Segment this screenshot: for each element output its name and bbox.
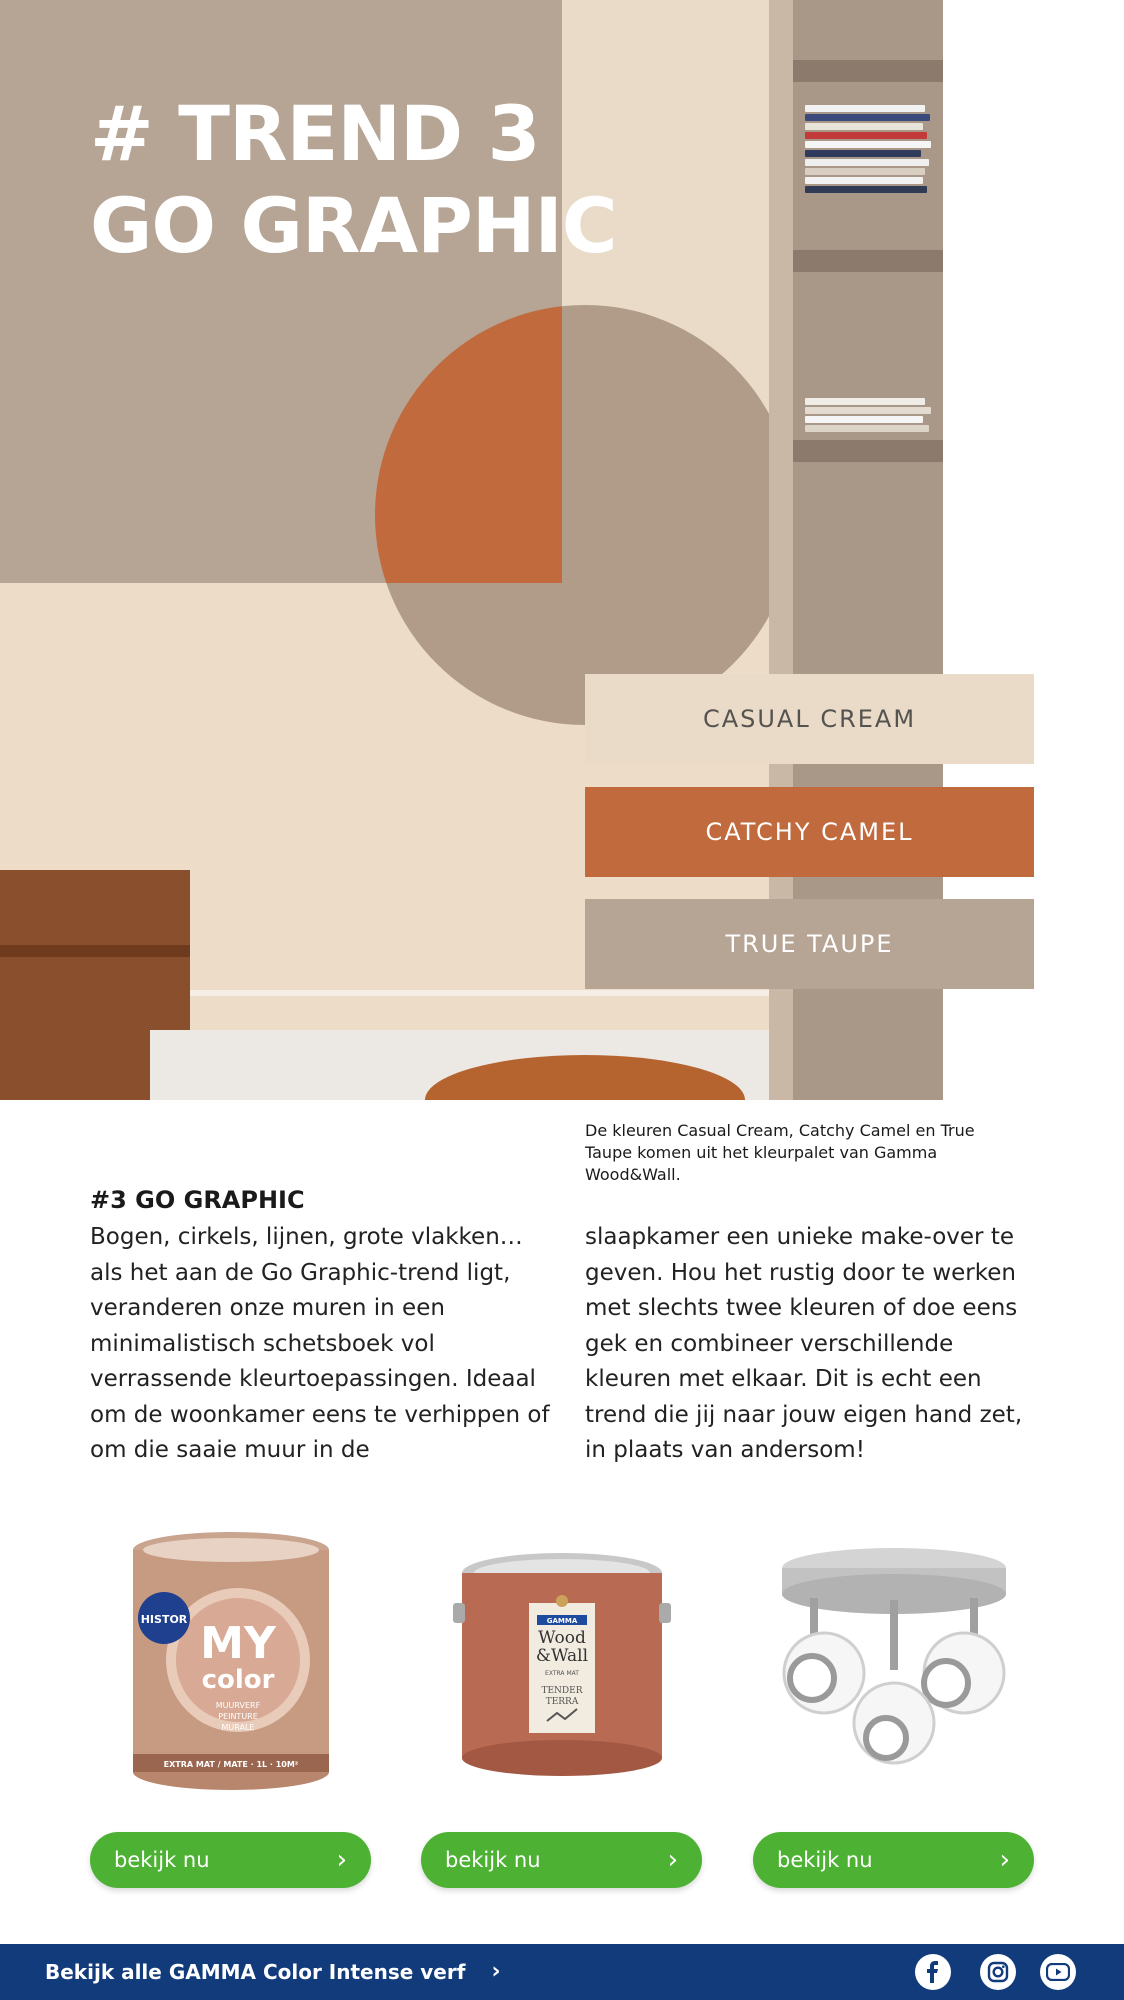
hero-title-line-1: # TREND 3 xyxy=(90,89,540,178)
article-heading: #3 GO GRAPHIC xyxy=(90,1186,305,1214)
my-color-line2: color xyxy=(201,1664,274,1695)
product-card-histor xyxy=(90,1520,371,1890)
button-label: bekijk nu xyxy=(114,1848,210,1872)
baseboard xyxy=(190,990,770,996)
svg-text:EXTRA MAT: EXTRA MAT xyxy=(544,1669,579,1677)
svg-text:PEINTURE: PEINTURE xyxy=(217,1711,258,1721)
svg-text:EXTRA MAT / MATE · 1L · 10M²: EXTRA MAT / MATE · 1L · 10M² xyxy=(163,1759,298,1769)
article-text-left: Bogen, cirkels, lijnen, grote vlakken… als het aan de Go Graphic-trend ligt, veranderen onze muren in een minimalistisch schetsboek vol verrassende kleurtoepassingen. Ideaal om de woonkamer eens te verhippen of om die saaie muur in de xyxy=(90,1224,550,1463)
graphic-circle-accent xyxy=(375,305,562,583)
my-color-line1: MY xyxy=(199,1617,276,1669)
product-card-spot-lamp xyxy=(753,1520,1034,1890)
svg-text:GAMMA: GAMMA xyxy=(546,1616,577,1625)
chevron-right-icon: › xyxy=(336,1845,347,1875)
button-label: bekijk nu xyxy=(445,1848,541,1872)
view-all-paint-link[interactable] xyxy=(45,1944,501,2000)
instagram-icon[interactable] xyxy=(980,1954,1016,1990)
svg-text:MUURVERF: MUURVERF xyxy=(215,1700,260,1710)
product-image-histor-paint[interactable] xyxy=(90,1520,371,1805)
svg-text:MURALE: MURALE xyxy=(221,1722,254,1732)
hero-title xyxy=(90,88,617,272)
histor-logo-text: HISTOR xyxy=(140,1612,187,1626)
chevron-right-icon: › xyxy=(999,1845,1010,1875)
bookcase-shelf xyxy=(793,250,943,272)
image-caption: De kleuren Casual Cream, Catchy Camel en True Taupe komen uit het kleurpalet van Gamma Wood&Wall. xyxy=(585,1121,975,1184)
svg-text:&Wall: &Wall xyxy=(535,1645,588,1666)
article-text-right: slaapkamer een unieke make-over te geven. Hou het rustig door te werken met slechts twee kleuren of doe eens gek en combineer verschillende kleuren met elkaar. Dit is echt een trend die jij naar jouw eigen hand zet, in plaats van andersom! xyxy=(585,1224,1023,1463)
product-image-spot-lamp[interactable] xyxy=(753,1520,1034,1805)
hero-title-line-2: GO GRAPHIC xyxy=(90,181,617,270)
bekijk-nu-button-wood-wall[interactable] xyxy=(421,1832,702,1888)
svg-text:TENDER: TENDER xyxy=(540,1685,583,1696)
svg-text:TERRA: TERRA xyxy=(545,1696,578,1707)
button-label: bekijk nu xyxy=(777,1848,873,1872)
youtube-icon[interactable] xyxy=(1040,1954,1076,1990)
product-image-wood-wall-paint[interactable] xyxy=(421,1520,702,1805)
bookcase-shelf xyxy=(793,60,943,82)
facebook-icon[interactable] xyxy=(915,1954,951,1990)
swatch-casual-cream: CASUAL CREAM xyxy=(585,674,1034,764)
stair-edge xyxy=(0,945,190,957)
swatch-true-taupe: TRUE TAUPE xyxy=(585,899,1034,989)
product-card-wood-wall xyxy=(421,1520,702,1890)
chevron-right-icon: › xyxy=(491,1959,501,1984)
svg-text:Wood: Wood xyxy=(537,1627,586,1648)
book-stack xyxy=(805,105,943,195)
footer-bar xyxy=(0,1944,1124,2000)
book-stack xyxy=(805,398,943,434)
graphic-circle xyxy=(375,305,795,725)
chevron-right-icon: › xyxy=(667,1845,678,1875)
footer-link-label: Bekijk alle GAMMA Color Intense verf xyxy=(45,1960,466,1984)
swatch-catchy-camel: CATCHY CAMEL xyxy=(585,787,1034,877)
bekijk-nu-button-spot-lamp[interactable] xyxy=(753,1832,1034,1888)
bookcase-shelf xyxy=(793,440,943,462)
bekijk-nu-button-histor[interactable] xyxy=(90,1832,371,1888)
